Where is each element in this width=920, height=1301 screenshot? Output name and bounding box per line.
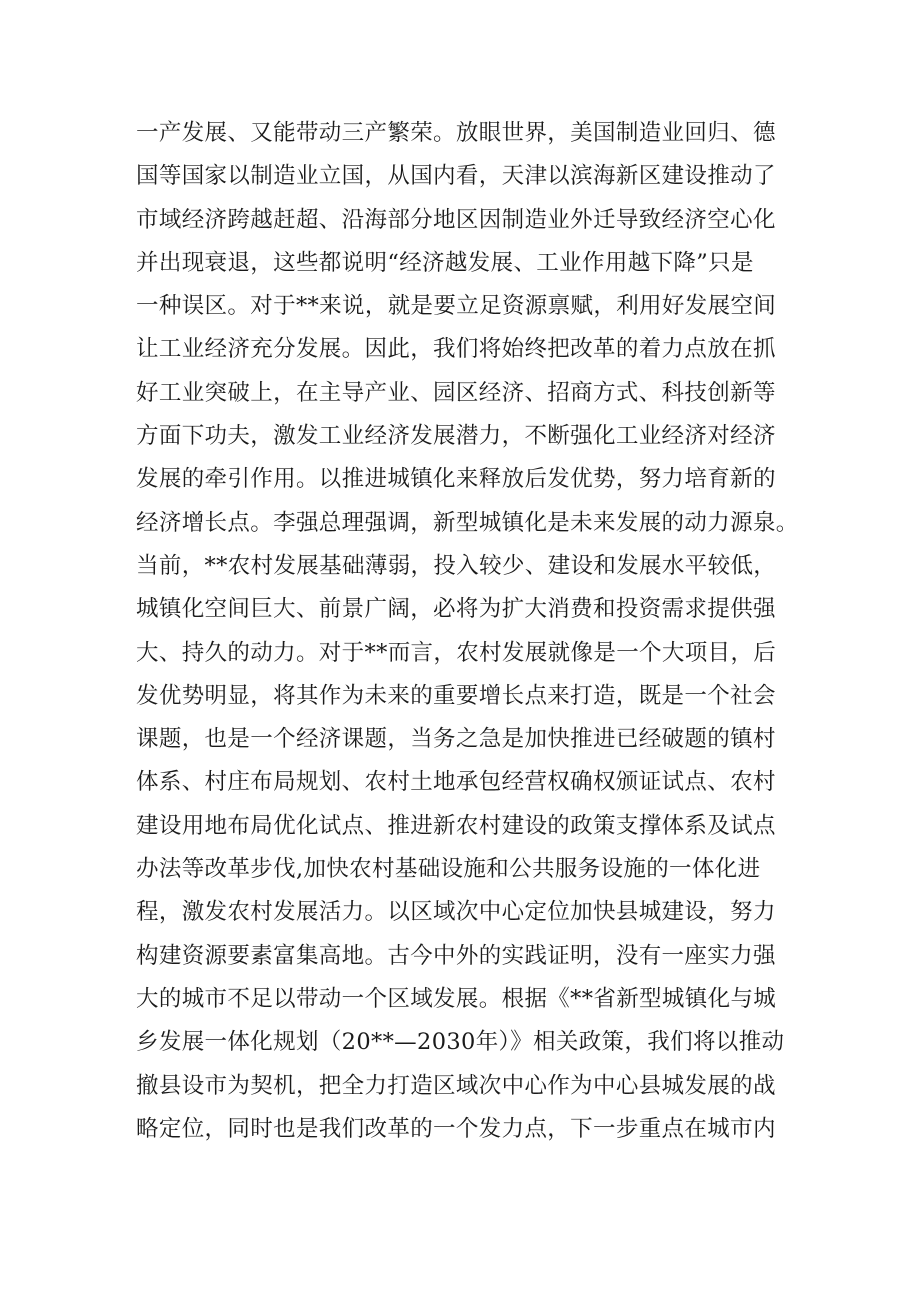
text-line: 大的城市不足以带动一个区域发展。根据《**省新型城镇化与城 — [136, 985, 777, 1012]
text-line: 并出现衰退，这些都说明“经济越发展、工业作用越下降”只是 — [136, 249, 754, 276]
text-line: 略定位，同时也是我们改革的一个发力点，下一步重点在城市内 — [136, 1115, 776, 1142]
text-line: 一产发展、又能带动三产繁荣。放眼世界，美国制造业回归、德 — [136, 120, 776, 146]
text-line: 经济增长点。李强总理强调，新型城镇化是未来发展的动力源泉。 — [136, 509, 799, 536]
text-line: 一种误区。对于**来说，就是要立足资源禀赋，利用好发展空间 — [136, 293, 777, 320]
text-line: 当前，**农村发展基础薄弱，投入较少、建设和发展水平较低， — [136, 552, 777, 579]
text-line: 办法等改革步伐,加快农村基础设施和公共服务设施的一体化进 — [136, 856, 761, 883]
text-line: 发优势明显，将其作为未来的重要增长点来打造，既是一个社会 — [136, 682, 776, 709]
text-line: 撤县设市为契机，把全力打造区域次中心作为中心县城发展的战 — [136, 1072, 776, 1099]
text-line: 好工业突破上，在主导产业、园区经济、招商方式、科技创新等 — [136, 379, 776, 406]
text-line: 构建资源要素富集高地。古今中外的实践证明，没有一座实力强 — [136, 942, 776, 969]
text-line: 体系、村庄布局规划、农村土地承包经营权确权颁证试点、农村 — [136, 769, 776, 796]
text-line: 程，激发农村发展活力。以区域次中心定位加快县城建设，努力 — [136, 899, 776, 926]
text-line: 城镇化空间巨大、前景广阔，必将为扩大消费和投资需求提供强 — [136, 596, 776, 623]
text-line: 国等国家以制造业立国，从国内看，天津以滨海新区建设推动了 — [136, 163, 776, 190]
text-line: 发展的牵引作用。以推进城镇化来释放后发优势，努力培育新的 — [136, 466, 776, 493]
text-line: 方面下功夫，激发工业经济发展潜力，不断强化工业经济对经济 — [136, 423, 776, 450]
text-line: 课题，也是一个经济课题，当务之急是加快推进已经破题的镇村 — [136, 726, 776, 753]
text-line: 大、持久的动力。对于**而言，农村发展就像是一个大项目，后 — [136, 639, 777, 666]
text-line: 乡发展一体化规划（20**—2030年）》相关政策，我们将以推动 — [136, 1029, 785, 1056]
text-line: 市域经济跨越赶超、沿海部分地区因制造业外迁导致经济空心化 — [136, 206, 776, 233]
text-line: 让工业经济充分发展。因此，我们将始终把改革的着力点放在抓 — [136, 336, 776, 363]
body-text — [136, 112, 806, 1151]
text-line: 建设用地布局优化试点、推进新农村建设的政策支撑体系及试点 — [136, 812, 776, 839]
